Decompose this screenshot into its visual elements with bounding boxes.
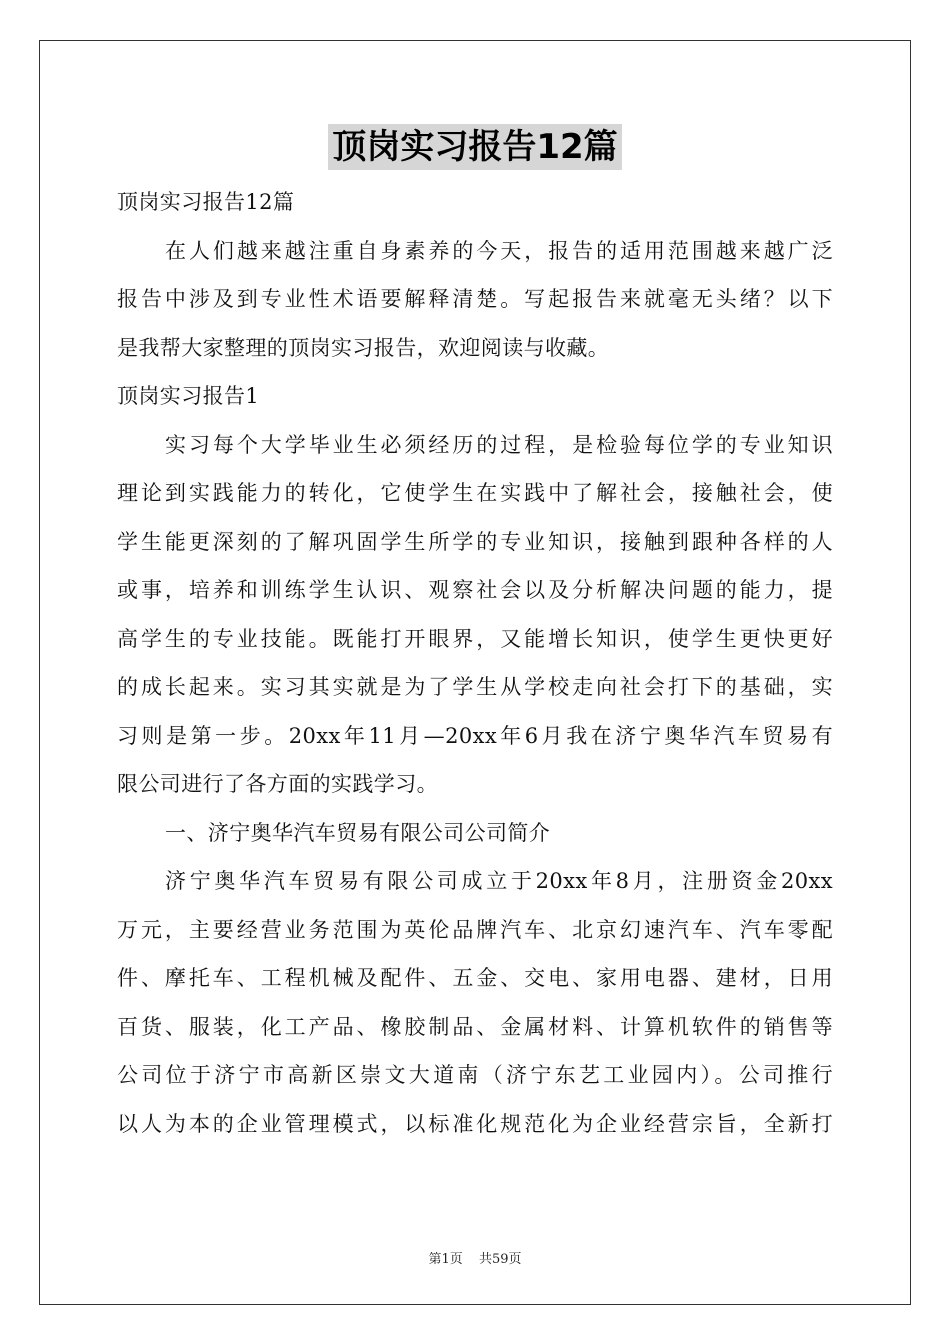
paragraph-line: 习则是第一步。20xx年11月—20xx年6月我在济宁奥华汽车贸易有 <box>117 723 833 748</box>
section-heading: 顶岗实习报告1 <box>117 384 260 408</box>
paragraph-line: 报告中涉及到专业性术语要解释清楚。写起报告来就毫无头绪？以下 <box>117 287 833 311</box>
paragraph-line: 或事，培养和训练学生认识、观察社会以及分析解决问题的能力，提 <box>117 578 833 602</box>
paragraph-line: 万元，主要经营业务范围为英伦品牌汽车、北京幻速汽车、汽车零配 <box>117 917 833 942</box>
paragraph-line: 高学生的专业技能。既能打开眼界，又能增长知识，使学生更快更好 <box>117 626 833 651</box>
paragraph-line: 限公司进行了各方面的实践学习。 <box>117 772 438 796</box>
paragraph-line: 的成长起来。实习其实就是为了学生从学校走向社会打下的基础，实 <box>117 675 833 699</box>
paragraph-line: 件、摩托车、工程机械及配件、五金、交电、家用电器、建材，日用 <box>117 966 833 990</box>
paragraph-line: 百货、服装，化工产品、橡胶制品、金属材料、计算机软件的销售等 <box>117 1014 833 1039</box>
paragraph-line: 以人为本的企业管理模式，以标准化规范化为企业经营宗旨，全新打 <box>117 1111 833 1136</box>
document-body <box>117 178 833 1148</box>
paragraph-line: 在人们越来越注重自身素养的今天，报告的适用范围越来越广泛 <box>165 238 833 263</box>
page-total: 共59页 <box>478 1252 522 1267</box>
paragraph-line: 济宁奥华汽车贸易有限公司成立于20xx年8月，注册资金20xx <box>165 869 833 893</box>
document-title: 顶岗实习报告12篇 <box>328 124 621 170</box>
page-footer <box>0 1248 950 1267</box>
paragraph-line: 是我帮大家整理的顶岗实习报告，欢迎阅读与收藏。 <box>117 335 610 360</box>
paragraph-line: 实习每个大学毕业生必须经历的过程，是检验每位学的专业知识 <box>165 432 833 457</box>
page-number: 第1页 <box>428 1252 463 1267</box>
paragraph-line: 理论到实践能力的转化，它使学生在实践中了解社会，接触社会，使 <box>117 481 833 505</box>
paragraph-line: 学生能更深刻的了解巩固学生所学的专业知识，接触到跟种各样的人 <box>117 529 833 554</box>
subsection-heading: 一、济宁奥华汽车贸易有限公司公司简介 <box>165 820 551 845</box>
title-block <box>0 124 950 170</box>
paragraph-line: 公司位于济宁市高新区崇文大道南（济宁东艺工业园内）。公司推行 <box>117 1063 833 1087</box>
subtitle-line: 顶岗实习报告12篇 <box>117 190 295 214</box>
